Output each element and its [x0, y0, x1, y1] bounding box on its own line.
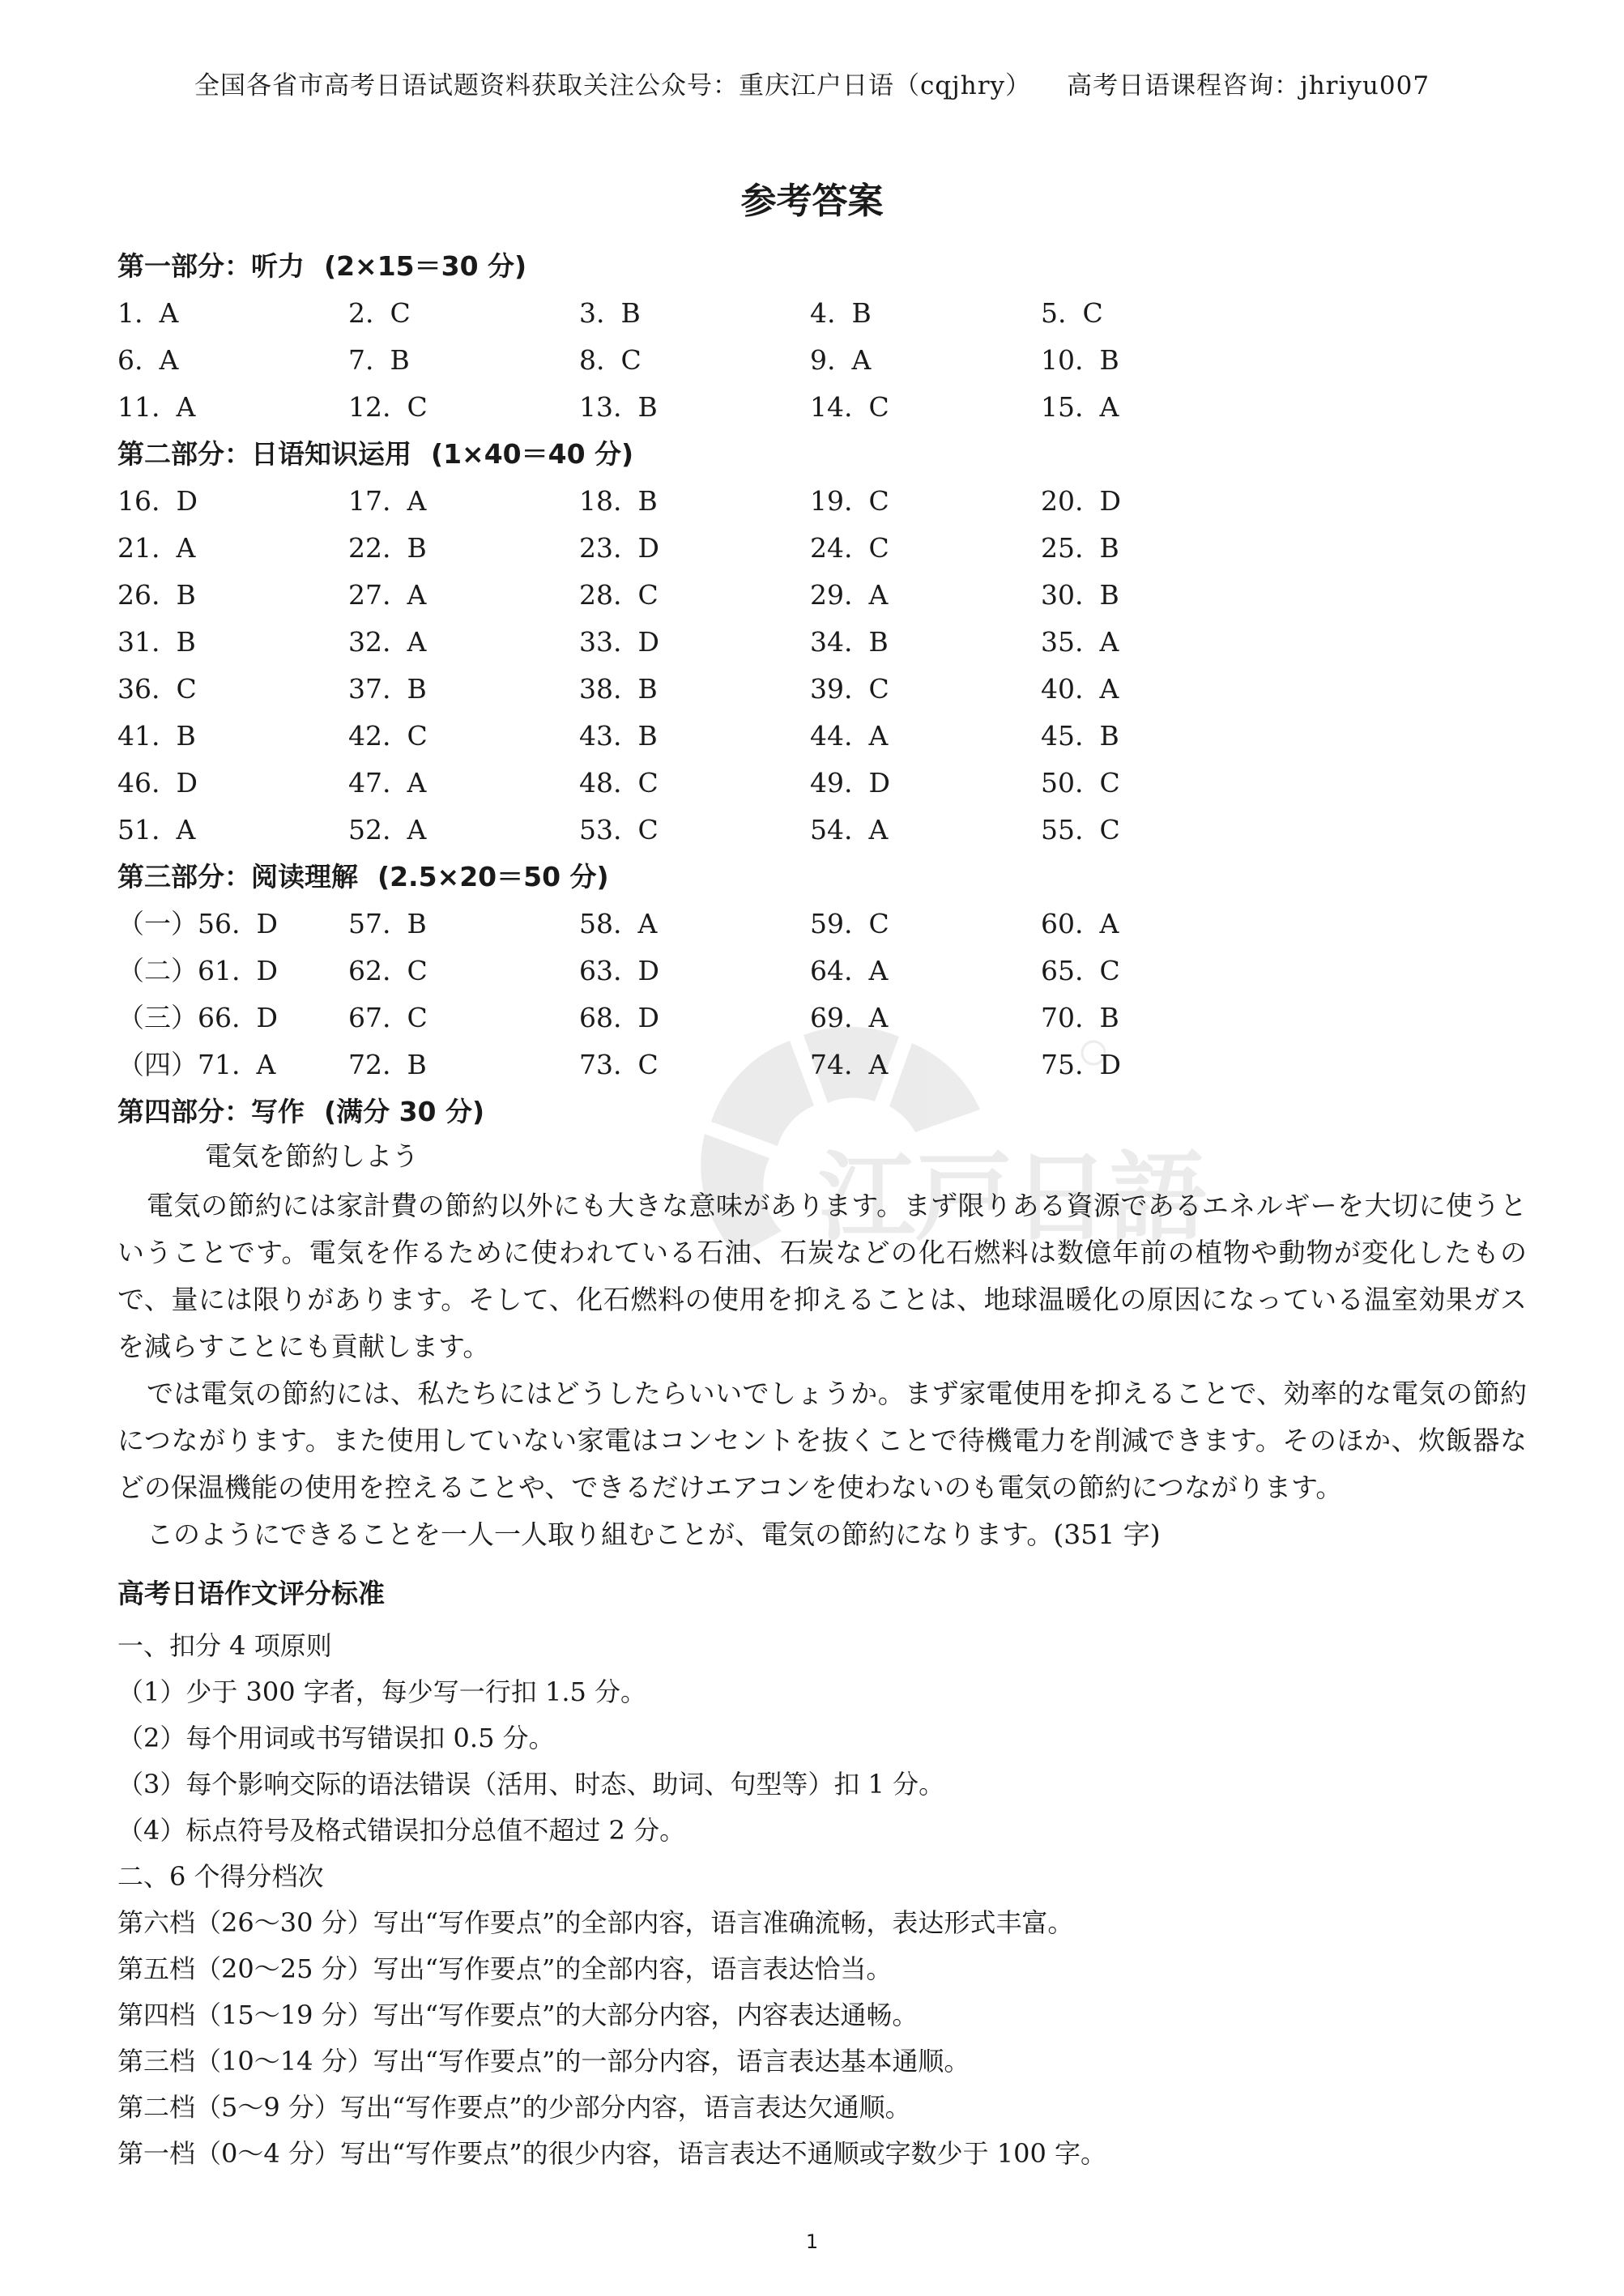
answer-letter: C: [176, 673, 197, 705]
answer-cell: [579, 995, 810, 1042]
answer-letter: D: [176, 767, 198, 799]
answer-cell: [348, 384, 579, 431]
answer-cell: [810, 619, 1041, 666]
level-item: 第二档（5～9 分）写出“写作要点”的少部分内容，语言表达欠通顺。: [117, 2092, 911, 2123]
question-number: 26.: [117, 579, 160, 611]
question-number: 31.: [117, 626, 160, 658]
question-number: 59.: [810, 908, 853, 939]
answer-letter: D: [637, 1002, 659, 1033]
answer-letter: A: [176, 814, 196, 846]
answer-cell: [117, 337, 348, 384]
question-number: 69.: [810, 1002, 853, 1033]
answer-cell: [579, 1042, 810, 1088]
part1-title: 第一部分：听力: [117, 250, 305, 282]
answer-letter: A: [407, 814, 427, 846]
answer-cell: [579, 666, 810, 713]
question-number: 14.: [810, 391, 853, 423]
answer-letter: B: [390, 344, 410, 376]
question-number: 68.: [579, 1002, 622, 1033]
answer-cell: [348, 760, 579, 807]
question-number: 5.: [1041, 297, 1067, 329]
question-number: 66.: [198, 1002, 241, 1033]
answer-row: [117, 525, 1527, 572]
essay-paragraph: このようにできることを一人一人取り組むことが、電気の節約になります。(351 字): [147, 1519, 1161, 1550]
part4-title: 第四部分：写作: [117, 1096, 305, 1127]
answer-letter: B: [637, 391, 658, 423]
question-number: 18.: [579, 485, 622, 517]
question-number: 52.: [348, 814, 391, 846]
question-number: 57.: [348, 908, 391, 939]
question-number: 36.: [117, 673, 160, 705]
answer-cell: [1041, 384, 1272, 431]
answer-cell: [579, 901, 810, 948]
answer-cell: [810, 901, 1041, 948]
question-number: 27.: [348, 579, 391, 611]
question-number: 41.: [117, 720, 160, 752]
answer-cell: [117, 760, 348, 807]
question-number: 13.: [579, 391, 622, 423]
answer-letter: D: [868, 767, 890, 799]
answer-letter: A: [1099, 673, 1119, 705]
question-number: 74.: [810, 1049, 853, 1080]
level-item: 第四档（15～19 分）写出“写作要点”的大部分内容，内容表达通畅。: [117, 2000, 919, 2030]
answer-cell: [117, 948, 348, 995]
question-number: 49.: [810, 767, 853, 799]
question-number: 50.: [1041, 767, 1084, 799]
answer-cell: [117, 995, 348, 1042]
answer-letter: D: [637, 532, 659, 564]
answer-cell: [1041, 572, 1272, 619]
answer-letter: A: [1099, 626, 1119, 658]
answer-row: [117, 666, 1527, 713]
answer-letter: D: [256, 908, 278, 939]
answer-letter: C: [1099, 955, 1120, 986]
answer-letter: D: [256, 955, 278, 986]
question-number: 24.: [810, 532, 853, 564]
question-number: 38.: [579, 673, 622, 705]
answer-cell: [579, 384, 810, 431]
answer-row: [117, 572, 1527, 619]
answer-row: [117, 713, 1527, 760]
answer-letter: D: [637, 626, 659, 658]
question-number: 8.: [579, 344, 605, 376]
answer-cell: [117, 572, 348, 619]
answer-row: [117, 619, 1527, 666]
answer-cell: [579, 713, 810, 760]
header-left-text: 全国各省市高考日语试题资料获取关注公众号：重庆江户日语（cqjhry）: [194, 71, 1032, 100]
level-item: 第五档（20～25 分）写出“写作要点”的全部内容，语言表达恰当。: [117, 1953, 893, 1984]
question-number: 17.: [348, 485, 391, 517]
answer-letter: B: [407, 1049, 427, 1080]
criteria-title: 高考日语作文评分标准: [117, 1578, 385, 1609]
answer-cell: [1041, 525, 1272, 572]
question-number: 29.: [810, 579, 853, 611]
answer-cell: [810, 478, 1041, 525]
header-right-text: 高考日语课程咨询：jhriyu007: [1067, 71, 1430, 100]
answer-letter: A: [851, 344, 872, 376]
question-number: 6.: [117, 344, 143, 376]
answer-cell: [810, 525, 1041, 572]
question-number: 61.: [198, 955, 241, 986]
answer-row: [117, 478, 1527, 525]
question-number: 53.: [579, 814, 622, 846]
answer-letter: C: [390, 297, 411, 329]
answer-letter: A: [1099, 908, 1119, 939]
question-number: 28.: [579, 579, 622, 611]
answer-letter: B: [407, 673, 427, 705]
answer-cell: [1041, 901, 1272, 948]
question-number: 56.: [198, 908, 241, 939]
answer-cell: [348, 666, 579, 713]
answer-cell: [1041, 760, 1272, 807]
answer-cell: [348, 478, 579, 525]
part1-answers: [117, 290, 1527, 431]
answer-cell: [1041, 666, 1272, 713]
answer-cell: [117, 1042, 348, 1088]
answer-cell: [348, 948, 579, 995]
part4-heading: [117, 1088, 1527, 1135]
question-number: 44.: [810, 720, 853, 752]
answer-letter: B: [176, 720, 196, 752]
question-number: 34.: [810, 626, 853, 658]
question-number: 35.: [1041, 626, 1084, 658]
answer-row: [117, 948, 1527, 995]
question-number: 10.: [1041, 344, 1084, 376]
part4-score: (满分 30 分): [324, 1096, 485, 1127]
answer-cell: [579, 619, 810, 666]
question-number: 3.: [579, 297, 605, 329]
answer-cell: [1041, 337, 1272, 384]
question-number: 47.: [348, 767, 391, 799]
answer-letter: C: [868, 908, 889, 939]
answer-letter: A: [868, 955, 889, 986]
essay-title: 電気を節約しよう: [205, 1140, 419, 1172]
level-item: 第三档（10～14 分）写出“写作要点”的一部分内容，语言表达基本通顺。: [117, 2046, 970, 2077]
question-number: 16.: [117, 485, 160, 517]
answer-cell: [348, 290, 579, 337]
answer-letter: C: [637, 1049, 659, 1080]
answer-cell: [117, 807, 348, 854]
question-number: 64.: [810, 955, 853, 986]
question-number: 2.: [348, 297, 374, 329]
question-number: 71.: [198, 1049, 241, 1080]
question-number: 70.: [1041, 1002, 1084, 1033]
answer-letter: C: [868, 532, 889, 564]
deduct-title: 一、扣分 4 项原则: [117, 1630, 332, 1661]
answer-letter: B: [620, 297, 641, 329]
question-number: 55.: [1041, 814, 1084, 846]
answer-cell: [348, 337, 579, 384]
answer-cell: [1041, 995, 1272, 1042]
question-number: 30.: [1041, 579, 1084, 611]
answer-letter: A: [176, 391, 196, 423]
answer-cell: [1041, 807, 1272, 854]
answer-cell: [117, 290, 348, 337]
question-number: 60.: [1041, 908, 1084, 939]
answer-cell: [348, 525, 579, 572]
answer-cell: [810, 384, 1041, 431]
answer-letter: B: [407, 532, 427, 564]
passage-label: （一）: [117, 908, 198, 939]
answer-letter: B: [1099, 532, 1119, 564]
question-number: 73.: [579, 1049, 622, 1080]
answer-row: [117, 807, 1527, 854]
watermark-text: 江戸日語: [818, 1142, 1207, 1254]
part2-answers: [117, 478, 1527, 854]
answer-cell: [579, 337, 810, 384]
question-number: 40.: [1041, 673, 1084, 705]
part3-score: (2.5×20＝50 分): [377, 861, 609, 892]
question-number: 39.: [810, 673, 853, 705]
question-number: 54.: [810, 814, 853, 846]
answer-cell: [810, 948, 1041, 995]
answer-letter: C: [637, 814, 659, 846]
answer-cell: [810, 995, 1041, 1042]
answer-letter: A: [159, 297, 179, 329]
answer-letter: A: [407, 767, 427, 799]
question-number: 43.: [579, 720, 622, 752]
answer-cell: [117, 713, 348, 760]
question-number: 65.: [1041, 955, 1084, 986]
answer-cell: [348, 619, 579, 666]
answer-row: [117, 337, 1527, 384]
level-item: 第一档（0～4 分）写出“写作要点”的很少内容，语言表达不通顺或字数少于 100 字。: [117, 2138, 1107, 2169]
answer-cell: [810, 572, 1041, 619]
answer-cell: [1041, 1042, 1272, 1088]
answer-cell: [810, 1042, 1041, 1088]
question-number: 48.: [579, 767, 622, 799]
part1-heading: [117, 243, 1527, 290]
answer-letter: C: [1082, 297, 1103, 329]
answer-cell: [348, 901, 579, 948]
answer-row: [117, 1042, 1527, 1088]
answer-row: [117, 901, 1527, 948]
answer-letter: B: [407, 908, 427, 939]
passage-label: （三）: [117, 1002, 198, 1033]
part3-title: 第三部分：阅读理解: [117, 861, 358, 892]
part2-score: (1×40＝40 分): [431, 438, 634, 470]
answer-cell: [579, 572, 810, 619]
page-number: 1: [805, 2230, 819, 2253]
deduct-item: （2）每个用词或书写错误扣 0.5 分。: [117, 1723, 555, 1753]
answer-cell: [348, 1042, 579, 1088]
answer-cell: [348, 572, 579, 619]
answer-cell: [579, 760, 810, 807]
answer-letter: B: [868, 626, 889, 658]
answer-letter: C: [620, 344, 642, 376]
answer-cell: [810, 760, 1041, 807]
levels-title: 二、6 个得分档次: [117, 1861, 324, 1892]
question-number: 72.: [348, 1049, 391, 1080]
answer-letter: A: [407, 626, 427, 658]
answer-cell: [579, 478, 810, 525]
answer-cell: [810, 807, 1041, 854]
part2-title: 第二部分：日语知识运用: [117, 438, 411, 470]
answer-cell: [579, 948, 810, 995]
answer-letter: C: [868, 673, 889, 705]
question-number: 20.: [1041, 485, 1084, 517]
answer-cell: [348, 713, 579, 760]
question-number: 42.: [348, 720, 391, 752]
deduct-item: （4）标点符号及格式错误扣分总值不超过 2 分。: [117, 1815, 686, 1846]
answer-letter: A: [407, 485, 427, 517]
essay-paragraph: 電気の節約には家計費の節約以外にも大きな意味があります。まず限りある資源であるエネルギーを大切に使うということです。電気を作るために使われている石油、石炭などの化石燃料は数億年前の植物や動物が変化したもので、量には限りがあります。そして、化石燃料の使用を抑えることは、地球温暖化の原因になっている温室効果ガスを減らすことにも貢献します。: [117, 1190, 1527, 1362]
answer-cell: [810, 666, 1041, 713]
part1-score: (2×15＝30 分): [324, 250, 527, 282]
question-number: 15.: [1041, 391, 1084, 423]
answer-letter: D: [637, 955, 659, 986]
answer-row: [117, 995, 1527, 1042]
deduct-item: （1）少于 300 字者，每少写一行扣 1.5 分。: [117, 1676, 647, 1707]
answer-cell: [1041, 290, 1272, 337]
question-number: 4.: [810, 297, 836, 329]
question-number: 58.: [579, 908, 622, 939]
answer-cell: [1041, 619, 1272, 666]
answer-letter: C: [1099, 767, 1120, 799]
answer-letter: C: [407, 391, 428, 423]
question-number: 23.: [579, 532, 622, 564]
question-number: 12.: [348, 391, 391, 423]
answer-letter: A: [176, 532, 196, 564]
question-number: 22.: [348, 532, 391, 564]
question-number: 46.: [117, 767, 160, 799]
answer-row: [117, 384, 1527, 431]
answer-letter: D: [1099, 485, 1121, 517]
page-title: 参考答案: [740, 181, 884, 222]
answer-cell: [810, 713, 1041, 760]
answer-letter: B: [176, 579, 196, 611]
question-number: 7.: [348, 344, 374, 376]
answer-cell: [1041, 478, 1272, 525]
question-number: 37.: [348, 673, 391, 705]
question-number: 62.: [348, 955, 391, 986]
essay-paragraph: では電気の節約には、私たちにはどうしたらいいでしょうか。まず家電使用を抑えることで、効率的な電気の節約につながります。また使用していない家電はコンセントを抜くことで待機電力を削減できます。そのほか、炊飯器などの保温機能の使用を控えることや、できるだけエアコンを使わないのも電気の節約につながります。: [117, 1378, 1527, 1503]
answer-letter: D: [1099, 1049, 1121, 1080]
answer-cell: [1041, 948, 1272, 995]
answer-letter: A: [1099, 391, 1119, 423]
answer-letter: A: [868, 1049, 889, 1080]
answer-row: [117, 760, 1527, 807]
answer-cell: [117, 384, 348, 431]
answer-letter: A: [637, 908, 658, 939]
answer-letter: B: [176, 626, 196, 658]
question-number: 25.: [1041, 532, 1084, 564]
answer-letter: B: [1099, 1002, 1119, 1033]
answer-letter: B: [1099, 344, 1119, 376]
answer-letter: B: [637, 673, 658, 705]
question-number: 51.: [117, 814, 160, 846]
question-number: 1.: [117, 297, 143, 329]
answer-cell: [810, 290, 1041, 337]
answer-letter: A: [256, 1049, 276, 1080]
answer-letter: A: [159, 344, 179, 376]
question-number: 63.: [579, 955, 622, 986]
question-number: 45.: [1041, 720, 1084, 752]
answer-cell: [117, 619, 348, 666]
answer-cell: [579, 525, 810, 572]
answer-letter: C: [868, 391, 889, 423]
answer-letter: C: [637, 579, 659, 611]
answer-letter: C: [407, 720, 428, 752]
answer-letter: A: [868, 1002, 889, 1033]
question-number: 19.: [810, 485, 853, 517]
question-number: 67.: [348, 1002, 391, 1033]
answer-cell: [348, 807, 579, 854]
answer-letter: B: [637, 485, 658, 517]
answer-letter: C: [1099, 814, 1120, 846]
level-item: 第六档（26～30 分）写出“写作要点”的全部内容，语言准确流畅，表达形式丰富。: [117, 1907, 1074, 1938]
question-number: 11.: [117, 391, 160, 423]
answer-letter: A: [868, 814, 889, 846]
question-number: 33.: [579, 626, 622, 658]
answer-letter: B: [1099, 579, 1119, 611]
answer-cell: [117, 478, 348, 525]
question-number: 75.: [1041, 1049, 1084, 1080]
answer-letter: B: [851, 297, 872, 329]
answer-letter: A: [868, 720, 889, 752]
passage-label: （四）: [117, 1049, 198, 1080]
passage-label: （二）: [117, 955, 198, 986]
answer-cell: [1041, 713, 1272, 760]
part3-heading: [117, 854, 1527, 901]
page-header: [0, 65, 1624, 101]
answer-cell: [117, 901, 348, 948]
answer-cell: [579, 290, 810, 337]
part2-heading: [117, 431, 1527, 478]
answer-letter: C: [637, 767, 659, 799]
answer-letter: C: [407, 1002, 428, 1033]
answer-letter: D: [256, 1002, 278, 1033]
question-number: 21.: [117, 532, 160, 564]
answer-content: [117, 243, 1527, 2177]
question-number: 32.: [348, 626, 391, 658]
part3-answers: [117, 901, 1527, 1088]
answer-cell: [579, 807, 810, 854]
answer-letter: B: [637, 720, 658, 752]
answer-cell: [348, 995, 579, 1042]
answer-cell: [117, 666, 348, 713]
answer-letter: A: [868, 579, 889, 611]
deduct-item: （3）每个影响交际的语法错误（活用、时态、助词、句型等）扣 1 分。: [117, 1769, 945, 1800]
answer-cell: [810, 337, 1041, 384]
answer-letter: D: [176, 485, 198, 517]
answer-letter: C: [407, 955, 428, 986]
answer-letter: C: [868, 485, 889, 517]
question-number: 9.: [810, 344, 836, 376]
answer-row: [117, 290, 1527, 337]
answer-cell: [117, 525, 348, 572]
answer-letter: B: [1099, 720, 1119, 752]
answer-letter: A: [407, 579, 427, 611]
